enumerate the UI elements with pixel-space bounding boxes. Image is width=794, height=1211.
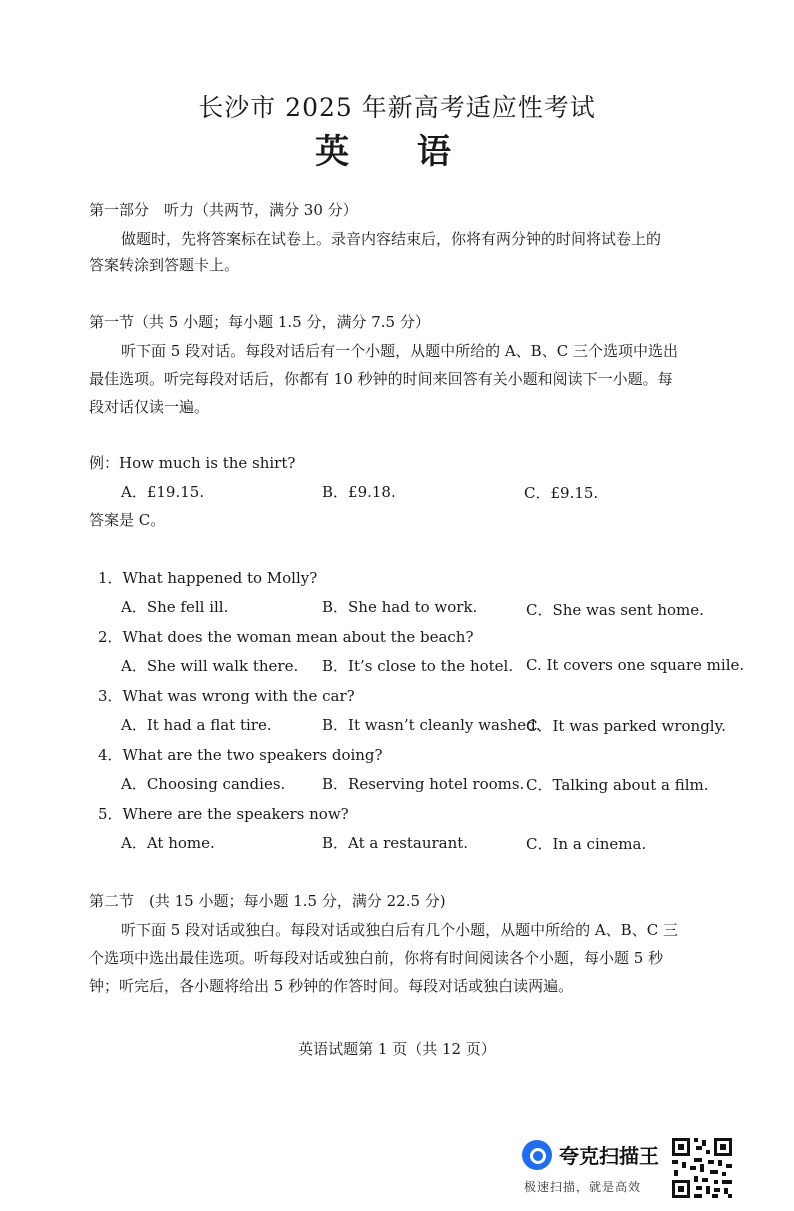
part1-heading: 第一部分 听力（共两节，满分 30 分）	[89, 201, 358, 219]
question-4: 4．What are the two speakers doing?	[98, 746, 383, 764]
section2-instruction-line: 个选项中选出最佳选项。听每段对话或独白前，你将有时间阅读各个小题，每小题 5 秒	[89, 949, 664, 967]
question-2-option-b: B．It’s close to the hotel.	[322, 657, 514, 675]
question-3: 3．What was wrong with the car?	[98, 687, 355, 705]
question-2-option-a: A．She will walk there.	[121, 657, 299, 675]
section2-instruction-line: 听下面 5 段对话或独白。每段对话或独白后有几个小题，从题中所给的 A、B、C 三	[121, 921, 678, 939]
question-4-option-b: B．Reserving hotel rooms.	[322, 775, 525, 793]
question-1-option-b: B．She had to work.	[322, 598, 478, 616]
part1-instruction-line: 做题时，先将答案标在试卷上。录音内容结束后，你将有两分钟的时间将试卷上的	[121, 230, 662, 248]
question-3-option-b: B．It wasn’t cleanly washed.	[322, 716, 541, 734]
question-5-option-c: C．In a cinema.	[526, 835, 647, 853]
section1-instruction-line: 最佳选项。听完每段对话后，你都有 10 秒钟的时间来回答有关小题和阅读下一小题。每	[89, 370, 673, 388]
brand-tagline: 极速扫描，就是高效	[524, 1180, 642, 1194]
part1-instruction-line: 答案转涂到答题卡上。	[89, 256, 240, 274]
quark-logo-icon	[522, 1140, 552, 1170]
section1-instruction-line: 段对话仅读一遍。	[89, 398, 210, 416]
question-5-option-b: B．At a restaurant.	[322, 834, 469, 852]
question-5: 5．Where are the speakers now?	[98, 805, 349, 823]
section1-heading: 第一节（共 5 小题；每小题 1.5 分，满分 7.5 分）	[89, 313, 430, 331]
brand-name: 夸克扫描王	[559, 1144, 659, 1168]
qr-code-icon	[670, 1136, 734, 1200]
question-3-option-a: A．It had a flat tire.	[121, 716, 272, 734]
page-footer: 英语试题第 1 页（共 12 页）	[298, 1040, 496, 1058]
section1-instruction-line: 听下面 5 段对话。每段对话后有一个小题，从题中所给的 A、B、C 三个选项中选出	[121, 342, 678, 360]
question-1-option-a: A．She fell ill.	[121, 598, 229, 616]
section2-heading: 第二节 (共 15 小题；每小题 1.5 分，满分 22.5 分)	[89, 892, 446, 910]
question-1-option-c: C．She was sent home.	[526, 601, 704, 619]
question-2-option-c: C. It covers one square mile.	[526, 656, 745, 674]
question-2: 2．What does the woman mean about the beach?	[98, 628, 474, 646]
example-question: 例：How much is the shirt?	[89, 454, 296, 472]
question-1: 1．What happened to Molly?	[98, 569, 318, 587]
section2-instruction-line: 钟；听完后，各小题将给出 5 秒钟的作答时间。每段对话或独白读两遍。	[89, 977, 574, 995]
example-answer: 答案是 C。	[89, 511, 166, 529]
exam-subject: 英 语	[315, 132, 479, 172]
scanner-watermark	[522, 1138, 672, 1198]
example-option-a: A．£19.15.	[121, 483, 205, 501]
exam-title: 长沙市 2025 年新高考适应性考试	[198, 93, 596, 122]
question-4-option-c: C．Talking about a film.	[526, 776, 709, 794]
example-option-b: B．£9.18.	[322, 483, 396, 501]
question-4-option-a: A．Choosing candies.	[121, 775, 286, 793]
question-5-option-a: A．At home.	[121, 834, 215, 852]
question-3-option-c: C．It was parked wrongly.	[526, 717, 726, 735]
example-option-c: C．£9.15.	[524, 484, 599, 502]
